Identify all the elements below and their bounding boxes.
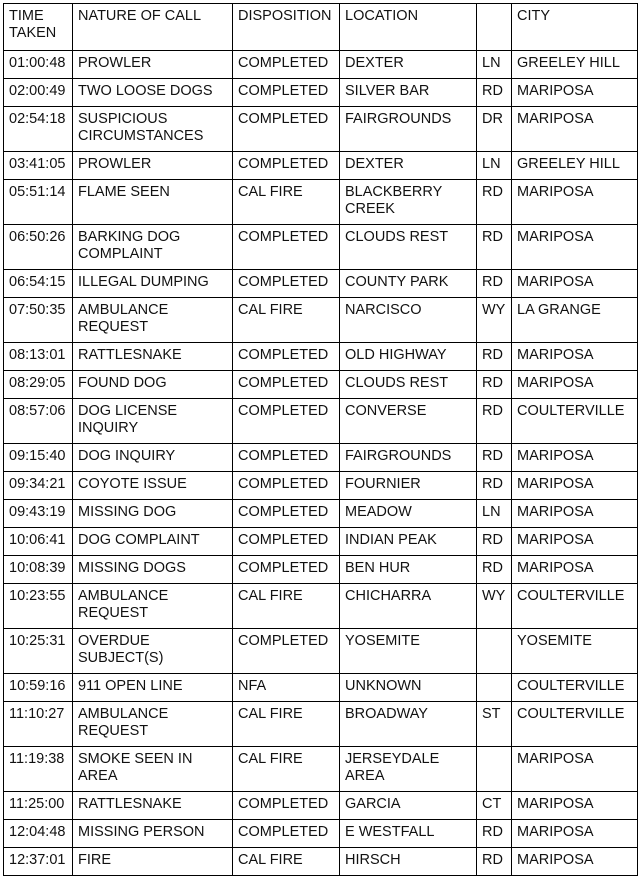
header-location: LOCATION (340, 4, 477, 51)
street-suffix-cell: CT (477, 792, 512, 820)
nature-of-call-cell: FLAME SEEN (73, 180, 233, 225)
time-cell: 06:50:26 (4, 225, 73, 270)
disposition-cell: COMPLETED (233, 225, 340, 270)
time-cell: 10:06:41 (4, 528, 73, 556)
city-cell: MARIPOSA (512, 848, 638, 876)
street-suffix-cell (477, 674, 512, 702)
time-cell: 08:57:06 (4, 399, 73, 444)
city-cell: MARIPOSA (512, 528, 638, 556)
time-cell: 08:13:01 (4, 343, 73, 371)
header-nature-of-call: NATURE OF CALL (73, 4, 233, 51)
city-cell: MARIPOSA (512, 747, 638, 792)
table-row (4, 500, 638, 528)
disposition-cell: COMPLETED (233, 556, 340, 584)
table-row (4, 444, 638, 472)
nature-of-call-cell: FOUND DOG (73, 371, 233, 399)
location-cell: GARCIA (340, 792, 477, 820)
table-row (4, 371, 638, 399)
time-cell: 11:19:38 (4, 747, 73, 792)
location-cell: CHICHARRA (340, 584, 477, 629)
street-suffix-cell: RD (477, 848, 512, 876)
table-row (4, 51, 638, 79)
city-cell: MARIPOSA (512, 500, 638, 528)
location-cell: FAIRGROUNDS (340, 444, 477, 472)
disposition-cell: COMPLETED (233, 152, 340, 180)
street-suffix-cell: ST (477, 702, 512, 747)
nature-of-call-cell: DOG LICENSE INQUIRY (73, 399, 233, 444)
table-row (4, 343, 638, 371)
nature-of-call-cell: MISSING PERSON (73, 820, 233, 848)
nature-of-call-cell: BARKING DOG COMPLAINT (73, 225, 233, 270)
nature-of-call-cell: RATTLESNAKE (73, 792, 233, 820)
time-cell: 02:00:49 (4, 79, 73, 107)
call-log-table (3, 3, 638, 876)
disposition-cell: CAL FIRE (233, 702, 340, 747)
table-row (4, 472, 638, 500)
street-suffix-cell: RD (477, 343, 512, 371)
city-cell: COULTERVILLE (512, 399, 638, 444)
location-cell: UNKNOWN (340, 674, 477, 702)
time-cell: 10:25:31 (4, 629, 73, 674)
nature-of-call-cell: AMBULANCE REQUEST (73, 584, 233, 629)
nature-of-call-cell: FIRE (73, 848, 233, 876)
location-cell: NARCISCO (340, 298, 477, 343)
location-cell: JERSEYDALE AREA (340, 747, 477, 792)
city-cell: YOSEMITE (512, 629, 638, 674)
street-suffix-cell: LN (477, 51, 512, 79)
city-cell: MARIPOSA (512, 556, 638, 584)
city-cell: MARIPOSA (512, 79, 638, 107)
location-cell: BEN HUR (340, 556, 477, 584)
disposition-cell: COMPLETED (233, 792, 340, 820)
disposition-cell: COMPLETED (233, 107, 340, 152)
time-cell: 12:04:48 (4, 820, 73, 848)
header-row (4, 4, 638, 51)
table-row (4, 298, 638, 343)
time-cell: 12:37:01 (4, 848, 73, 876)
table-row (4, 820, 638, 848)
table-row (4, 399, 638, 444)
street-suffix-cell: RD (477, 270, 512, 298)
nature-of-call-cell: COYOTE ISSUE (73, 472, 233, 500)
city-cell: MARIPOSA (512, 270, 638, 298)
time-cell: 03:41:05 (4, 152, 73, 180)
city-cell: MARIPOSA (512, 343, 638, 371)
city-cell: COULTERVILLE (512, 674, 638, 702)
table-row (4, 792, 638, 820)
nature-of-call-cell: RATTLESNAKE (73, 343, 233, 371)
location-cell: CONVERSE (340, 399, 477, 444)
location-cell: DEXTER (340, 152, 477, 180)
table-row (4, 747, 638, 792)
nature-of-call-cell: DOG COMPLAINT (73, 528, 233, 556)
table-row (4, 629, 638, 674)
time-cell: 10:23:55 (4, 584, 73, 629)
location-cell: E WESTFALL (340, 820, 477, 848)
table-row (4, 225, 638, 270)
nature-of-call-cell: OVERDUE SUBJECT(S) (73, 629, 233, 674)
header-time-taken: TIME TAKEN (4, 4, 73, 51)
location-cell: FAIRGROUNDS (340, 107, 477, 152)
nature-of-call-cell: SUSPICIOUS CIRCUMSTANCES (73, 107, 233, 152)
nature-of-call-cell: DOG INQUIRY (73, 444, 233, 472)
disposition-cell: COMPLETED (233, 343, 340, 371)
city-cell: MARIPOSA (512, 371, 638, 399)
city-cell: GREELEY HILL (512, 51, 638, 79)
city-cell: MARIPOSA (512, 444, 638, 472)
disposition-cell: COMPLETED (233, 399, 340, 444)
street-suffix-cell: WY (477, 298, 512, 343)
disposition-cell: COMPLETED (233, 51, 340, 79)
location-cell: CLOUDS REST (340, 225, 477, 270)
disposition-cell: CAL FIRE (233, 747, 340, 792)
disposition-cell: NFA (233, 674, 340, 702)
street-suffix-cell: LN (477, 500, 512, 528)
time-cell: 06:54:15 (4, 270, 73, 298)
table-row (4, 848, 638, 876)
street-suffix-cell: RD (477, 371, 512, 399)
time-cell: 11:25:00 (4, 792, 73, 820)
time-cell: 11:10:27 (4, 702, 73, 747)
location-cell: YOSEMITE (340, 629, 477, 674)
location-cell: BROADWAY (340, 702, 477, 747)
time-cell: 07:50:35 (4, 298, 73, 343)
street-suffix-cell: RD (477, 528, 512, 556)
disposition-cell: COMPLETED (233, 629, 340, 674)
nature-of-call-cell: PROWLER (73, 152, 233, 180)
city-cell: MARIPOSA (512, 792, 638, 820)
time-cell: 08:29:05 (4, 371, 73, 399)
street-suffix-cell: RD (477, 820, 512, 848)
location-cell: MEADOW (340, 500, 477, 528)
street-suffix-cell: RD (477, 79, 512, 107)
time-cell: 02:54:18 (4, 107, 73, 152)
location-cell: INDIAN PEAK (340, 528, 477, 556)
street-suffix-cell: RD (477, 444, 512, 472)
disposition-cell: COMPLETED (233, 500, 340, 528)
nature-of-call-cell: TWO LOOSE DOGS (73, 79, 233, 107)
table-row (4, 79, 638, 107)
disposition-cell: COMPLETED (233, 79, 340, 107)
city-cell: MARIPOSA (512, 107, 638, 152)
disposition-cell: COMPLETED (233, 444, 340, 472)
city-cell: COULTERVILLE (512, 584, 638, 629)
disposition-cell: COMPLETED (233, 472, 340, 500)
nature-of-call-cell: MISSING DOG (73, 500, 233, 528)
location-cell: COUNTY PARK (340, 270, 477, 298)
street-suffix-cell: RD (477, 399, 512, 444)
location-cell: OLD HIGHWAY (340, 343, 477, 371)
street-suffix-cell (477, 629, 512, 674)
nature-of-call-cell: ILLEGAL DUMPING (73, 270, 233, 298)
table-row (4, 107, 638, 152)
street-suffix-cell: LN (477, 152, 512, 180)
nature-of-call-cell: MISSING DOGS (73, 556, 233, 584)
call-log-body (4, 51, 638, 876)
location-cell: DEXTER (340, 51, 477, 79)
header-street-suffix (477, 4, 512, 51)
table-row (4, 674, 638, 702)
street-suffix-cell: RD (477, 180, 512, 225)
time-cell: 10:59:16 (4, 674, 73, 702)
time-cell: 09:43:19 (4, 500, 73, 528)
time-cell: 01:00:48 (4, 51, 73, 79)
street-suffix-cell (477, 747, 512, 792)
disposition-cell: COMPLETED (233, 371, 340, 399)
location-cell: BLACKBERRY CREEK (340, 180, 477, 225)
time-cell: 09:15:40 (4, 444, 73, 472)
header-city: CITY (512, 4, 638, 51)
table-row (4, 702, 638, 747)
nature-of-call-cell: AMBULANCE REQUEST (73, 702, 233, 747)
nature-of-call-cell: PROWLER (73, 51, 233, 79)
city-cell: MARIPOSA (512, 472, 638, 500)
nature-of-call-cell: SMOKE SEEN IN AREA (73, 747, 233, 792)
street-suffix-cell: DR (477, 107, 512, 152)
nature-of-call-cell: AMBULANCE REQUEST (73, 298, 233, 343)
table-row (4, 584, 638, 629)
location-cell: HIRSCH (340, 848, 477, 876)
city-cell: LA GRANGE (512, 298, 638, 343)
table-row (4, 556, 638, 584)
time-cell: 10:08:39 (4, 556, 73, 584)
table-row (4, 270, 638, 298)
location-cell: CLOUDS REST (340, 371, 477, 399)
street-suffix-cell: RD (477, 225, 512, 270)
time-cell: 09:34:21 (4, 472, 73, 500)
location-cell: FOURNIER (340, 472, 477, 500)
disposition-cell: CAL FIRE (233, 848, 340, 876)
disposition-cell: CAL FIRE (233, 584, 340, 629)
disposition-cell: COMPLETED (233, 820, 340, 848)
table-row (4, 180, 638, 225)
table-row (4, 528, 638, 556)
street-suffix-cell: WY (477, 584, 512, 629)
disposition-cell: COMPLETED (233, 528, 340, 556)
location-cell: SILVER BAR (340, 79, 477, 107)
disposition-cell: CAL FIRE (233, 298, 340, 343)
header-disposition: DISPOSITION (233, 4, 340, 51)
street-suffix-cell: RD (477, 556, 512, 584)
city-cell: MARIPOSA (512, 180, 638, 225)
nature-of-call-cell: 911 OPEN LINE (73, 674, 233, 702)
city-cell: COULTERVILLE (512, 702, 638, 747)
table-row (4, 152, 638, 180)
time-cell: 05:51:14 (4, 180, 73, 225)
disposition-cell: COMPLETED (233, 270, 340, 298)
street-suffix-cell: RD (477, 472, 512, 500)
city-cell: GREELEY HILL (512, 152, 638, 180)
city-cell: MARIPOSA (512, 820, 638, 848)
disposition-cell: CAL FIRE (233, 180, 340, 225)
city-cell: MARIPOSA (512, 225, 638, 270)
